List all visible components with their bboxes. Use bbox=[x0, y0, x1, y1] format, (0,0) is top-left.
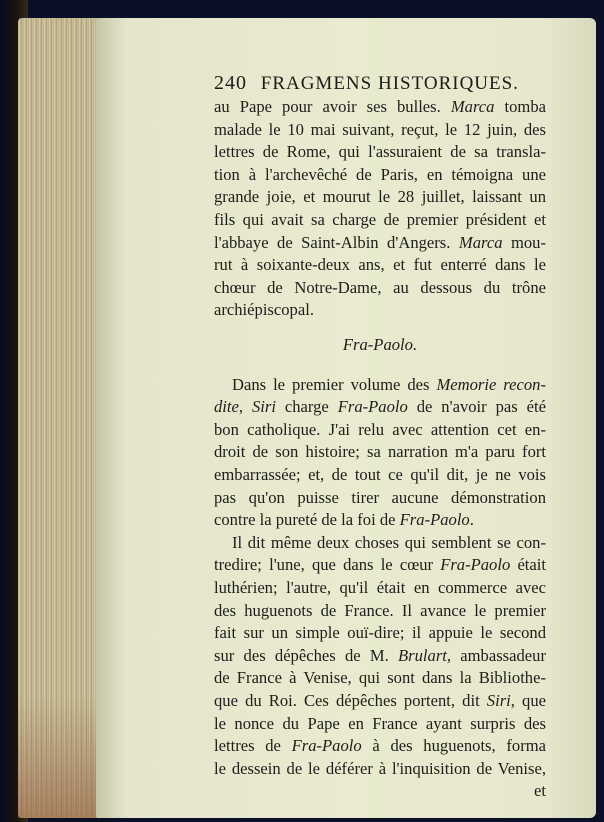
text-line: que du Roi. Ces dépêches portent, dit Siri, que bbox=[214, 691, 546, 710]
running-header bbox=[214, 72, 544, 95]
text-line: contre la pureté de la foi de Fra-Paolo. bbox=[214, 510, 474, 529]
text-line: luthérien; l'autre, qu'il était en commerce avec bbox=[214, 578, 546, 597]
text-line: fils qui avait sa charge de premier président et bbox=[214, 210, 546, 229]
text-line: au Pape pour avoir ses bulles. Marca tomba bbox=[214, 97, 546, 116]
running-head-title: FRAGMENS HISTORIQUES. bbox=[260, 73, 519, 94]
text-line: l'abbaye de Saint-Albin d'Angers. Marca mou- bbox=[214, 233, 546, 252]
text-line: lettres de Rome, qui l'assuraient de sa transla- bbox=[214, 142, 546, 161]
text-line: grande joie, et mourut le 28 juillet, laissant un bbox=[214, 187, 546, 206]
text-line: droit de son histoire; sa narration m'a paru fort bbox=[214, 442, 546, 461]
text-line: fait sur un simple ouï-dire; il appuie le second bbox=[214, 623, 546, 642]
text-line: de France à Venise, qui sont dans la Bibliothe- bbox=[214, 668, 546, 687]
text-line: tion à l'archevêché de Paris, en témoigna une bbox=[214, 165, 546, 184]
text-line: le dessein de le déférer à l'inquisition de Venise, bbox=[214, 759, 546, 778]
text-line: sur des dépêches de M. Brulart, ambassadeur bbox=[214, 646, 546, 665]
text-line: dite, Siri charge Fra-Paolo de n'avoir pas été bbox=[214, 397, 546, 416]
text-line: chœur de Notre-Dame, au dessous du trône bbox=[214, 278, 546, 297]
page-number: 240 bbox=[214, 72, 247, 94]
text-line: embarrassée; et, de tout ce qu'il dit, je ne vois bbox=[214, 465, 546, 484]
text-line: archiépiscopal. bbox=[214, 300, 314, 319]
text-line: pas qu'on puisse tirer aucune démonstration bbox=[214, 488, 546, 507]
text-line: malade le 10 mai suivant, reçut, le 12 juin, des bbox=[214, 120, 546, 139]
catchword: et bbox=[534, 781, 546, 800]
text-line: le nonce du Pape en France ayant surpris des bbox=[214, 714, 546, 733]
text-line: bon catholique. J'ai relu avec attention cet en- bbox=[214, 420, 546, 439]
text-line: rut à soixante-deux ans, et fut enterré dans le bbox=[214, 255, 546, 274]
text-line: Dans le premier volume des Memorie recon- bbox=[232, 375, 546, 394]
section-title: Fra-Paolo. bbox=[342, 335, 418, 354]
text-line: Il dit même deux choses qui semblent se con- bbox=[232, 533, 546, 552]
text-line: des huguenots de France. Il avance le premier bbox=[214, 601, 546, 620]
text-line: lettres de Fra-Paolo à des huguenots, forma bbox=[214, 736, 546, 755]
text-line: tredire; l'une, que dans le cœur Fra-Paolo était bbox=[214, 555, 546, 574]
